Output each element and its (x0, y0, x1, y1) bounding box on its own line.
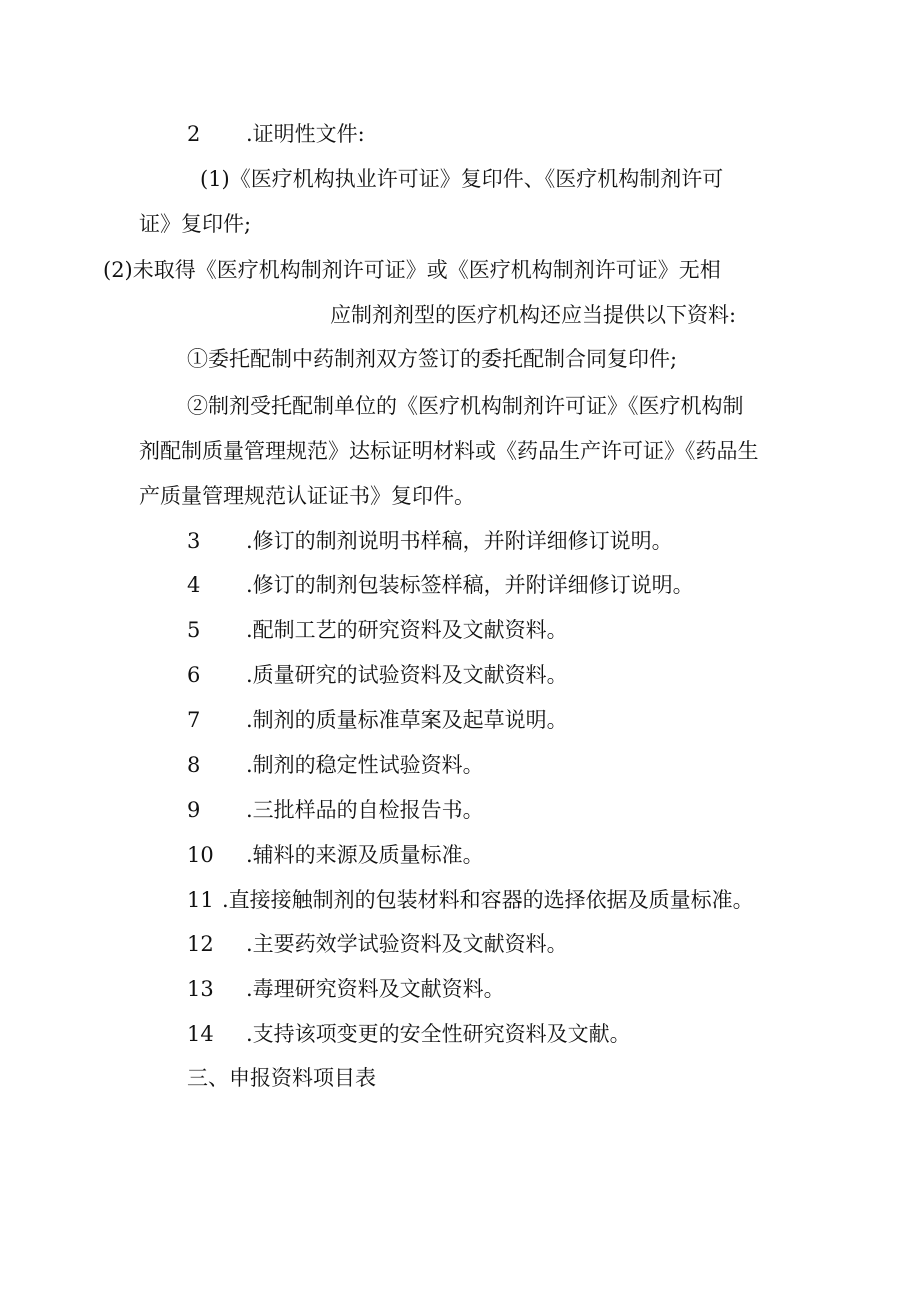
item-number: 10 (187, 843, 214, 867)
item-number: 2 (187, 122, 201, 146)
circled-item-2-line-2: 剂配制质量管理规范》达标证明材料或《药品生产许可证》《药品生 (139, 439, 759, 463)
item-text: .直接接触制剂的包装材料和容器的选择依据及质量标准。 (222, 888, 754, 912)
circled-item-2-line-3: 产质量管理规范认证证书》复印件。 (139, 484, 475, 508)
item-number: 7 (187, 708, 201, 732)
item-text: .支持该项变更的安全性研究资料及文献。 (246, 1022, 631, 1046)
sub-item-1-line-1: (1)《医疗机构执业许可证》复印件、《医疗机构制剂许可 (200, 167, 724, 191)
item-text: .修订的制剂包装标签样稿，并附详细修订说明。 (246, 573, 694, 597)
item-number: 3 (187, 529, 201, 553)
item-text: .主要药效学试验资料及文献资料。 (246, 932, 568, 956)
item-number: 6 (187, 663, 201, 687)
circled-item-2-line-1: ②制剂受托配制单位的《医疗机构制剂许可证》《医疗机构制 (187, 394, 744, 418)
sub-item-2-line-1: (2)未取得《医疗机构制剂许可证》或《医疗机构制剂许可证》无相 (103, 258, 721, 282)
section-heading: 三、申报资料项目表 (187, 1066, 376, 1090)
item-text: .质量研究的试验资料及文献资料。 (246, 663, 568, 687)
item-text: .修订的制剂说明书样稿，并附详细修订说明。 (246, 529, 673, 553)
item-number: 5 (187, 618, 201, 642)
item-number: 14 (187, 1022, 214, 1046)
item-number: 9 (187, 798, 201, 822)
item-text: .制剂的稳定性试验资料。 (246, 753, 484, 777)
circled-item-1: ①委托配制中药制剂双方签订的委托配制合同复印件; (187, 347, 678, 371)
item-number: 11 (187, 888, 214, 912)
item-text: .证明性文件: (246, 122, 365, 146)
item-text: .辅料的来源及质量标准。 (246, 843, 484, 867)
item-text: .配制工艺的研究资料及文献资料。 (246, 618, 568, 642)
item-number: 8 (187, 753, 201, 777)
item-number: 12 (187, 932, 214, 956)
item-text: .毒理研究资料及文献资料。 (246, 977, 505, 1001)
item-number: 4 (187, 573, 201, 597)
item-text: .制剂的质量标准草案及起草说明。 (246, 708, 568, 732)
item-number: 13 (187, 977, 214, 1001)
sub-item-1-line-2: 证》复印件; (139, 212, 252, 236)
item-text: .三批样品的自检报告书。 (246, 798, 484, 822)
sub-item-2-line-2: 应制剂剂型的医疗机构还应当提供以下资料: (330, 303, 737, 327)
